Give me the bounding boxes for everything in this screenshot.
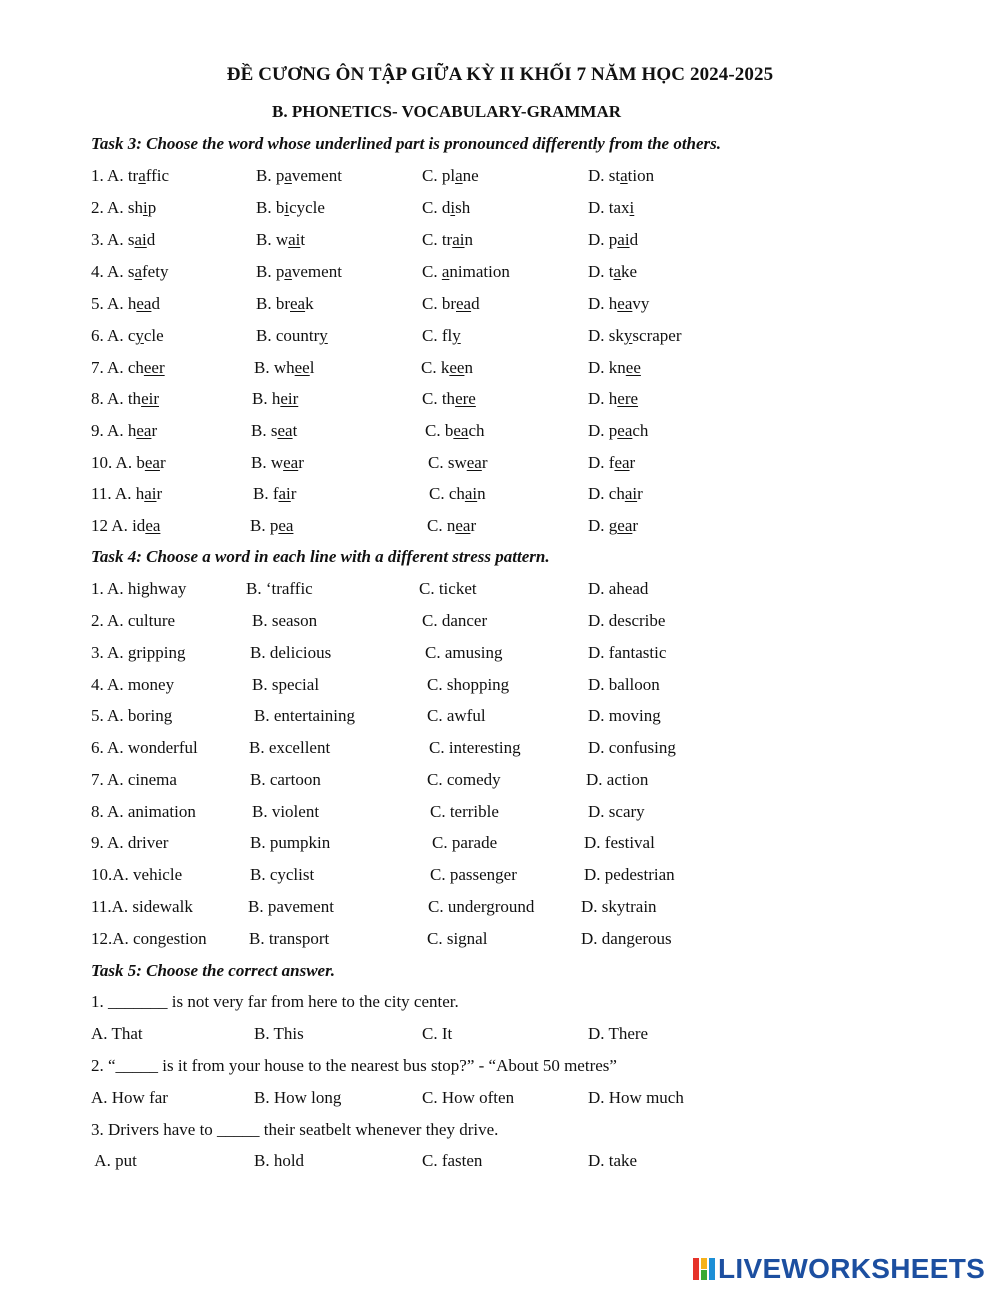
option-text: r	[481, 453, 488, 472]
underlined-part: a	[620, 166, 628, 185]
answer-option[interactable]: B. excellent	[249, 738, 331, 757]
underlined-part: ea	[283, 453, 299, 472]
answer-option[interactable]	[422, 326, 461, 346]
answer-option[interactable]: B. special	[252, 675, 320, 694]
question-row	[0, 738, 1000, 762]
option-text: C. pl	[422, 166, 456, 185]
answer-option[interactable]: B. entertaining	[254, 706, 356, 725]
answer-option[interactable]: D. pedestrian	[584, 865, 675, 884]
answer-option[interactable]	[91, 421, 157, 441]
option-text: 12 A. id	[91, 516, 146, 535]
answer-option[interactable]	[253, 484, 296, 504]
answer-option[interactable]: B. pumpkin	[250, 833, 331, 852]
question-row	[0, 802, 1000, 826]
answer-option[interactable]	[422, 262, 510, 282]
option-text: sh	[455, 198, 471, 217]
answer-option[interactable]: D. dangerous	[581, 929, 672, 948]
answer-option[interactable]: C. signal	[427, 929, 488, 948]
underlined-part: ai	[452, 230, 465, 249]
underlined-part: y	[623, 326, 633, 345]
answer-option[interactable]: B. delicious	[250, 643, 332, 662]
answer-option[interactable]: 6. A. wonderful	[91, 738, 198, 757]
option-text: 2. A. sh	[91, 198, 143, 217]
question-text: 3. Drivers have to _____ their seatbelt whenever they drive.	[91, 1120, 499, 1139]
question-text-row	[0, 1120, 1000, 1144]
option-text: B. s	[251, 421, 278, 440]
task3-heading: Task 3: Choose the word whose underlined part is pronounced differently from the others.	[91, 134, 722, 153]
answer-option[interactable]	[256, 326, 328, 346]
underlined-part: ea	[617, 421, 633, 440]
task5-heading: Task 5: Choose the correct answer.	[91, 961, 336, 980]
option-text: d	[146, 230, 156, 249]
underlined-part: ea	[290, 294, 306, 313]
answer-option[interactable]: B. season	[252, 611, 318, 630]
underlined-part: ea	[136, 294, 152, 313]
option-text: B. h	[252, 389, 281, 408]
option-text: k	[305, 294, 314, 313]
option-text: r	[470, 516, 477, 535]
underlined-part: ea	[617, 516, 633, 535]
option-text: r	[159, 453, 166, 472]
option-text: d	[471, 294, 480, 313]
answer-option[interactable]	[91, 358, 165, 378]
option-text: B. f	[253, 484, 279, 503]
option-text: C. k	[421, 358, 450, 377]
option-text: 6. A. c	[91, 326, 136, 345]
answer-option[interactable]	[588, 358, 641, 378]
answer-option[interactable]	[91, 294, 160, 314]
answer-option[interactable]: 4. A. money	[91, 675, 175, 694]
underlined-part: ea	[617, 294, 633, 313]
option-text: 7. A. ch	[91, 358, 144, 377]
underlined-part: ea	[466, 453, 482, 472]
answer-option[interactable]	[422, 230, 473, 250]
answer-option[interactable]: 11.A. sidewalk	[91, 897, 193, 916]
option-text: r	[298, 453, 304, 472]
option-text: B. w	[256, 230, 289, 249]
answer-option[interactable]	[422, 198, 470, 218]
option-text: cycle	[289, 198, 325, 217]
options-row	[0, 1024, 1000, 1048]
underlined-part: ea	[136, 421, 152, 440]
underlined-part: eer	[143, 358, 165, 377]
underlined-part: a	[441, 262, 450, 281]
answer-option[interactable]	[588, 421, 648, 441]
answer-option[interactable]: D. ahead	[588, 579, 649, 598]
option-text: 11. A. h	[91, 484, 145, 503]
underlined-part: a	[284, 166, 292, 185]
option-text: fety	[142, 262, 169, 281]
answer-option[interactable]: B. This	[254, 1024, 304, 1043]
answer-option[interactable]	[256, 262, 342, 282]
option-text: D. t	[588, 262, 614, 281]
answer-option[interactable]	[588, 166, 654, 186]
answer-option[interactable]: 5. A. boring	[91, 706, 173, 725]
option-text: B. wh	[254, 358, 295, 377]
option-text: C.	[422, 262, 442, 281]
underlined-part: ee	[625, 358, 641, 377]
question-row	[0, 675, 1000, 699]
answer-option[interactable]: C. shopping	[427, 675, 510, 694]
answer-option[interactable]: D. moving	[588, 706, 661, 725]
option-text: B. p	[256, 166, 285, 185]
answer-option[interactable]	[91, 262, 168, 282]
answer-option[interactable]	[588, 484, 643, 504]
answer-option[interactable]: D. fantastic	[588, 643, 667, 662]
option-text: ne	[462, 166, 479, 185]
answer-option[interactable]: 3. A. gripping	[91, 643, 186, 662]
option-text: B. b	[256, 198, 285, 217]
answer-option[interactable]: D. confusing	[588, 738, 676, 757]
underlined-part: ea	[455, 516, 471, 535]
underlined-part: y	[452, 326, 461, 345]
option-text: 10. A. b	[91, 453, 145, 472]
underlined-part: i	[284, 198, 290, 217]
underlined-part: ea	[144, 453, 160, 472]
question-row	[0, 230, 1000, 254]
answer-option[interactable]: D. skytrain	[581, 897, 657, 916]
option-text: C. d	[422, 198, 451, 217]
option-text: D. sk	[588, 326, 624, 345]
answer-option[interactable]: C. interesting	[429, 738, 521, 757]
answer-option[interactable]: D. describe	[588, 611, 666, 630]
answer-option[interactable]	[254, 358, 314, 378]
option-text: r	[637, 484, 643, 503]
underlined-part: a	[284, 262, 292, 281]
answer-option[interactable]	[91, 326, 164, 346]
question-row	[0, 897, 1000, 921]
underlined-part: ai	[617, 230, 630, 249]
answer-option[interactable]: D. balloon	[588, 675, 660, 694]
underlined-part: a	[138, 166, 146, 185]
option-text: r	[629, 453, 636, 472]
underlined-part: ere	[455, 389, 476, 408]
option-text: B. p	[256, 262, 285, 281]
question-row	[0, 484, 1000, 508]
answer-option[interactable]	[91, 230, 155, 250]
question-row	[0, 770, 1000, 794]
underlined-part: ea	[453, 421, 469, 440]
underlined-part: ea	[277, 421, 293, 440]
answer-option[interactable]: C. parade	[432, 833, 498, 852]
answer-option[interactable]: C. How often	[422, 1088, 515, 1107]
underlined-part: ai	[624, 484, 638, 503]
answer-option[interactable]: C. It	[422, 1024, 453, 1043]
question-text: 2. “_____ is it from your house to the nearest bus stop?” - “About 50 metres”	[91, 1056, 617, 1075]
answer-option[interactable]	[252, 389, 298, 409]
answer-option[interactable]: B. cyclist	[250, 865, 315, 884]
option-text: cle	[143, 326, 164, 345]
question-row	[0, 611, 1000, 635]
answer-option[interactable]: B. pavement	[248, 897, 334, 916]
option-text: tion	[627, 166, 655, 185]
underlined-part: ai	[288, 230, 301, 249]
answer-option[interactable]	[421, 358, 473, 378]
answer-option[interactable]: C. dancer	[422, 611, 488, 630]
underlined-part: ai	[278, 484, 291, 503]
underlined-part: eir	[280, 389, 299, 408]
option-text: D. h	[588, 389, 618, 408]
option-text: l	[309, 358, 315, 377]
answer-option[interactable]	[588, 198, 634, 218]
answer-option[interactable]: A. put	[91, 1151, 137, 1170]
option-text: vement	[291, 262, 342, 281]
question-row	[0, 166, 1000, 190]
answer-option[interactable]: D. scary	[588, 802, 645, 821]
question-text: 1. _______ is not very far from here to the city center.	[91, 992, 459, 1011]
question-text-row	[0, 1056, 1000, 1080]
option-text: 3. A. s	[91, 230, 135, 249]
answer-option[interactable]	[91, 198, 156, 218]
answer-option[interactable]	[256, 166, 342, 186]
answer-option[interactable]	[91, 389, 159, 409]
question-row	[0, 421, 1000, 445]
option-text: C. th	[422, 389, 456, 408]
answer-option[interactable]: C. terrible	[430, 802, 499, 821]
answer-option[interactable]: B. How long	[254, 1088, 342, 1107]
answer-option[interactable]: B. violent	[252, 802, 320, 821]
option-text: n	[464, 230, 474, 249]
option-text: 5. A. h	[91, 294, 137, 313]
underlined-part: y	[135, 326, 144, 345]
option-text: D. st	[588, 166, 621, 185]
answer-option[interactable]	[91, 166, 169, 186]
question-row	[0, 358, 1000, 382]
answer-option[interactable]	[422, 166, 479, 186]
option-text: D. f	[588, 453, 615, 472]
option-text: D. ch	[588, 484, 625, 503]
option-text: B. br	[256, 294, 290, 313]
answer-option[interactable]: 8. A. animation	[91, 802, 196, 821]
question-row	[0, 294, 1000, 318]
question-row	[0, 326, 1000, 350]
option-text: ke	[621, 262, 638, 281]
answer-option[interactable]	[588, 516, 638, 536]
option-text: 1. A. tr	[91, 166, 139, 185]
underlined-part: i	[142, 198, 148, 217]
answer-option[interactable]: C. fasten	[422, 1151, 483, 1170]
underlined-part: ea	[456, 294, 472, 313]
option-text: C. ch	[429, 484, 465, 503]
option-text: C. br	[422, 294, 456, 313]
answer-option[interactable]: 1. A. highway	[91, 579, 187, 598]
question-row	[0, 262, 1000, 286]
question-row	[0, 389, 1000, 413]
option-text: B. w	[251, 453, 284, 472]
underlined-part: ai	[134, 230, 147, 249]
option-text: d	[151, 294, 160, 313]
answer-option[interactable]	[250, 516, 293, 536]
page-title: ĐỀ CƯƠNG ÔN TẬP GIỮA KỲ II KHỐI 7 NĂM HỌC 2024-2025	[226, 64, 774, 85]
question-row	[0, 929, 1000, 953]
underlined-part: ai	[464, 484, 478, 503]
answer-option[interactable]	[91, 484, 162, 504]
option-text: D. kn	[588, 358, 626, 377]
underlined-part: ee	[449, 358, 465, 377]
option-text: d	[629, 230, 639, 249]
option-text: D. p	[588, 421, 618, 440]
option-text: nimation	[449, 262, 510, 281]
option-text: scraper	[632, 326, 682, 345]
option-text: ffic	[145, 166, 170, 185]
answer-option[interactable]: B. hold	[254, 1151, 305, 1170]
option-text: vy	[632, 294, 650, 313]
option-text: 8. A. th	[91, 389, 142, 408]
option-text: r	[632, 516, 639, 535]
answer-option[interactable]: C. amusing	[425, 643, 503, 662]
underlined-part: ere	[617, 389, 639, 408]
option-text: n	[464, 358, 473, 377]
underlined-part: ea	[614, 453, 630, 472]
option-text: 4. A. s	[91, 262, 135, 281]
option-text: ch	[632, 421, 649, 440]
option-text: r	[151, 421, 158, 440]
answer-option[interactable]: B. ‘traffic	[246, 579, 313, 598]
answer-option[interactable]: 2. A. culture	[91, 611, 176, 630]
question-row	[0, 453, 1000, 477]
answer-option[interactable]: 7. A. cinema	[91, 770, 177, 789]
answer-option[interactable]	[251, 421, 297, 441]
underlined-part: a	[134, 262, 143, 281]
answer-option[interactable]	[588, 389, 638, 409]
section-subtitle: B. PHONETICS- VOCABULARY-GRAMMAR	[272, 102, 621, 121]
option-text: r	[156, 484, 163, 503]
answer-option[interactable]: C. awful	[427, 706, 486, 725]
answer-option[interactable]: A. That	[91, 1024, 143, 1043]
answer-option[interactable]: A. How far	[91, 1088, 168, 1107]
underlined-part: ee	[294, 358, 310, 377]
answer-option[interactable]: 9. A. driver	[91, 833, 169, 852]
answer-option[interactable]	[422, 389, 476, 409]
answer-option[interactable]: D. action	[586, 770, 649, 789]
answer-option[interactable]: C. passenger	[430, 865, 517, 884]
task4-heading: Task 4: Choose a word in each line with a different stress pattern.	[91, 547, 550, 566]
underlined-part: eir	[141, 389, 159, 408]
options-row	[0, 1151, 1000, 1175]
answer-option[interactable]: C. ticket	[419, 579, 477, 598]
answer-option[interactable]	[588, 230, 638, 250]
answer-option[interactable]	[588, 453, 635, 473]
option-text: n	[477, 484, 486, 503]
answer-option[interactable]: B. cartoon	[250, 770, 321, 789]
question-text-row	[0, 992, 1000, 1016]
question-row	[0, 643, 1000, 667]
option-text: D. g	[588, 516, 618, 535]
option-text: C. sw	[428, 453, 467, 472]
options-row	[0, 1088, 1000, 1112]
answer-option[interactable]	[588, 294, 649, 314]
liveworksheets-logo	[693, 1252, 985, 1286]
underlined-part: i	[450, 198, 456, 217]
answer-option[interactable]: C. comedy	[427, 770, 501, 789]
underlined-part: i	[629, 198, 635, 217]
option-text: t	[292, 421, 298, 440]
answer-option[interactable]	[588, 262, 637, 282]
option-text: D. tax	[588, 198, 630, 217]
question-row	[0, 865, 1000, 889]
answer-option[interactable]	[425, 421, 484, 441]
answer-option[interactable]: B. transport	[249, 929, 330, 948]
option-text: ch	[468, 421, 485, 440]
answer-option[interactable]: C. underground	[428, 897, 535, 916]
option-text: vement	[291, 166, 342, 185]
answer-option[interactable]: D. take	[588, 1151, 638, 1170]
question-row	[0, 833, 1000, 857]
answer-option[interactable]	[256, 230, 305, 250]
option-text: p	[147, 198, 157, 217]
question-row	[0, 198, 1000, 222]
question-row	[0, 516, 1000, 540]
option-text: t	[300, 230, 306, 249]
liveworksheets-logo-icon	[693, 1256, 715, 1282]
answer-option[interactable]	[91, 453, 166, 473]
option-text: D. h	[588, 294, 618, 313]
underlined-part: a	[613, 262, 622, 281]
option-text: C. b	[425, 421, 454, 440]
answer-option[interactable]: D. How much	[588, 1088, 684, 1107]
answer-option[interactable]	[256, 198, 325, 218]
answer-option[interactable]	[422, 294, 480, 314]
option-text: C. tr	[422, 230, 453, 249]
underlined-part: a	[455, 166, 463, 185]
option-text: r	[290, 484, 297, 503]
answer-option[interactable]	[91, 516, 160, 536]
option-text: 9. A. h	[91, 421, 137, 440]
answer-option[interactable]	[588, 326, 681, 346]
answer-option[interactable]: D. festival	[584, 833, 655, 852]
question-row	[0, 706, 1000, 730]
answer-option[interactable]	[429, 484, 486, 504]
answer-option[interactable]: 12.A. congestion	[91, 929, 207, 948]
answer-option[interactable]	[251, 453, 304, 473]
answer-option[interactable]: 10.A. vehicle	[91, 865, 183, 884]
option-text: C. n	[427, 516, 456, 535]
brand-name: LIVEWORKSHEETS	[718, 1253, 986, 1284]
answer-option[interactable]	[428, 453, 488, 473]
underlined-part: ea	[145, 516, 161, 535]
answer-option[interactable]	[256, 294, 314, 314]
answer-option[interactable]	[427, 516, 476, 536]
underlined-part: ea	[278, 516, 294, 535]
option-text: D. p	[588, 230, 618, 249]
underlined-part: ai	[144, 484, 157, 503]
underlined-part: y	[319, 326, 328, 345]
question-row	[0, 579, 1000, 603]
option-text: B. p	[250, 516, 279, 535]
answer-option[interactable]: D. There	[588, 1024, 649, 1043]
option-text: B. countr	[256, 326, 320, 345]
option-text: C. fl	[422, 326, 453, 345]
